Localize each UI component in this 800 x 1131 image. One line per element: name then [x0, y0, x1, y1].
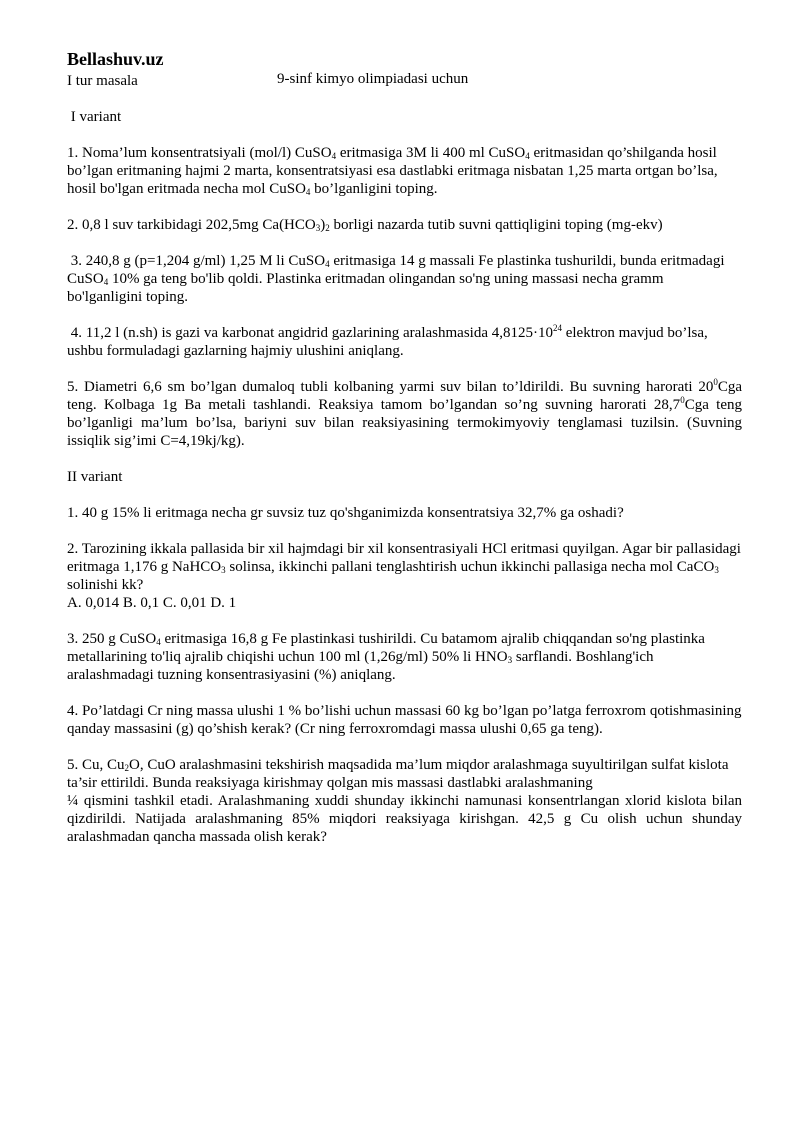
- v2-problem-1: 1. 40 g 15% li eritmaga necha gr suvsiz tuz qo'shganimizda konsentratsiya 32,7% ga oshadi?: [67, 505, 624, 521]
- v1-problem-4: 4. 11,2 l (n.sh) is gazi va karbonat angidrid gazlarining aralashmasida $4,8125\cdot 10^{24}$ elektron mavjud bo’lsa, ushbu formuladagi gazlarning hajmiy ulushini aniqlang.: [67, 323, 712, 359]
- document-title: 9-sinf kimyo olimpiadasi uchun: [277, 71, 469, 87]
- site-name: Bellashuv.uz: [67, 49, 164, 69]
- v2-problem-2: 2. Tarozining ikkala pallasida bir xil hajmdagi bir xil konsentrasiyali HCl eritmasi quyilgan. Agar bir pallasidagi eritmaga 1,176 g NaHCO$_3$ solinsa, ikkinchi pallani tenglashtirish uchun ikkinchi pallasiga necha mol CaCO$_3$ solinishi kk?: [67, 541, 741, 593]
- document-page: [67, 48, 742, 846]
- v1-problem-1: 1. Noma’lum konsentratsiyali (mol/l) CuSO$_4$ eritmasiga 3M li 400 ml CuSO$_4$ eritmasidan qo’shilganda hosil bo’lgan eritmaning hajmi 2 marta, konsentratsiyasi esa dastlabki eritmaga nisbatan 1,25 marta ortgan bo’lsa, hosil bo'lgan eritmada necha mol CuSO$_4$ bo’lganligini toping.: [67, 145, 718, 197]
- variant-2-label: II variant: [67, 469, 123, 485]
- v2-problem-5-continued: ¼ qismini tashkil etadi. Aralashmaning xuddi shunday ikkinchi namunasi konsentrlangan xlorid kislota bilan qizdirildi. Natijada aralashmaning 85% miqdori reaksiyaga kirishgan. 42,5 g Cu olish uchun shunday aralashmadan qancha massada olish kerak?: [67, 793, 742, 845]
- variant-1-label: I variant: [67, 109, 122, 125]
- v2-problem-5: 5. Cu, $Cu_2O$, CuO aralashmasini tekshirish maqsadida ma’lum miqdor aralashmaga suyultirilgan sulfat kislota ta’sir ettirildi. Bunda reaksiyaga kirishmay qolgan mis massasi dastlabki aralashmaning: [67, 757, 729, 791]
- v1-problem-5: 5. Diametri 6,6 sm bo’lgan dumaloq tubli kolbaning yarmi suv bilan to’ldirildi. Bu suvning harorati $20^0Cga$ teng. Kolbaga 1g Ba metali tashlandi. Reaksiya tamom bo’lgandan so’ng suvning harorati 28,7$^0$Cga teng bo’lganligi ma’lum bo’lsa, bariyni suv bilan reaksiyasining termokimyoviy tenglamasi tuzilsin. (Suvning issiqlik sig’imi C=4,19kj/kg).: [67, 377, 742, 449]
- v2-problem-2-options: A. 0,014 B. 0,1 C. 0,01 D. 1: [67, 595, 237, 611]
- v1-problem-2: 2. 0,8 l suv tarkibidagi 202,5mg $Ca(HCO_3)_2$ borligi nazarda tutib suvni qattiqligini toping (mg-ekv): [67, 217, 663, 233]
- v1-problem-3: 3. 240,8 g (p=1,204 g/ml) 1,25 M li CuSO$_4$ eritmasiga 14 g massali Fe plastinka tushurildi, bunda eritmadagi CuSO$_4$ 10% ga teng bo'lib qoldi. Plastinka eritmadan olingandan so'ng uning massasi necha gramm bo'lganligini toping.: [67, 253, 729, 305]
- v2-problem-3: 3. 250 g CuSO$_4$ eritmasiga 16,8 g Fe plastinkasi tushirildi. Cu batamom ajralib chiqqandan so'ng plastinka metallarining to'liq ajralib chiqishi uchun 100 ml (1,26g/ml) 50% li $HNO_3$ sarflandi. Boshlang'ich aralashmadagi tuzning konsentrasiyasini (%) aniqlang.: [67, 631, 705, 683]
- tour-label: I tur masala: [67, 73, 138, 89]
- v2-problem-4: 4. Po’latdagi Cr ning massa ulushi 1 % bo’lishi uchun massasi 60 kg bo’lgan po’latga ferroxrom qotishmasining qanday massasini (g) qo’shish kerak? (Cr ning ferroxromdagi massa ulushi 0,65 ga teng).: [67, 703, 742, 737]
